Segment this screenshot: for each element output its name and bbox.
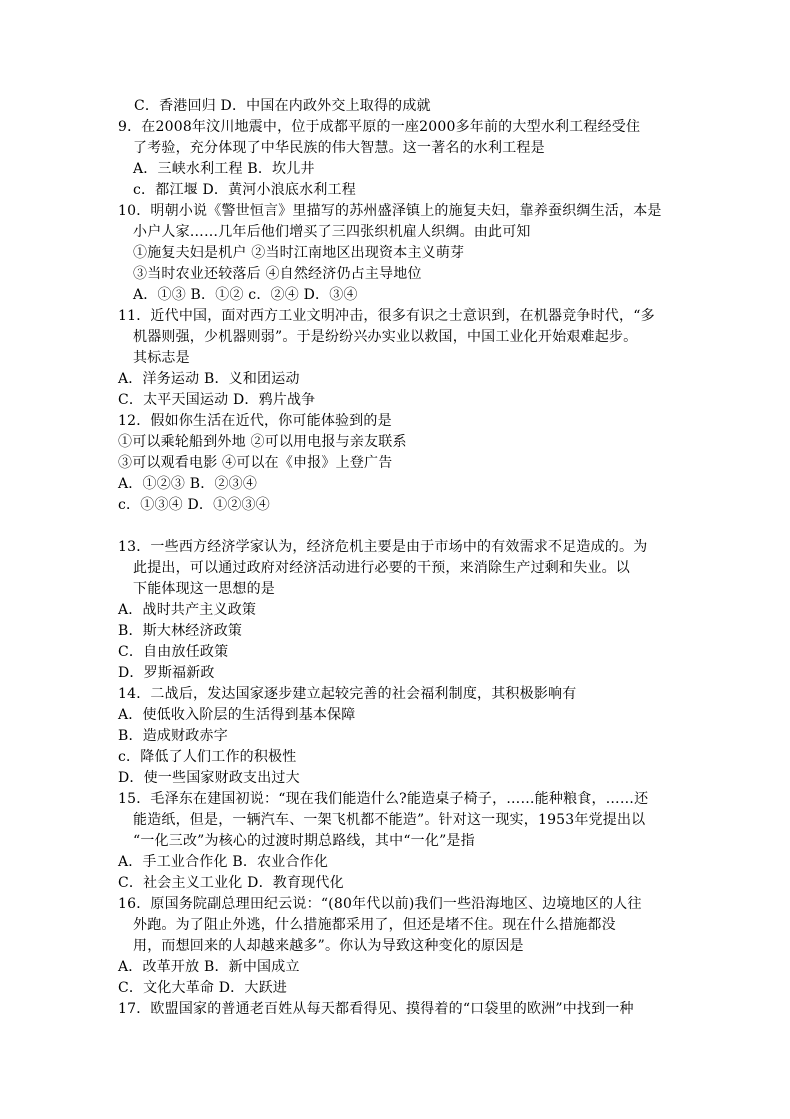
question-15-line: 15．毛泽东在建国初说：“现在我们能造什么?能造桌子椅子，……能种粮食，……还 [118, 791, 649, 807]
option-line: A．三峡水利工程 B．坎儿井 [133, 161, 315, 177]
text-line: ③当时农业还较落后 ④自然经济仍占主导地位 [133, 266, 422, 282]
text-line: 此提出，可以通过政府对经济活动进行必要的干预，来消除生产过剩和失业。以 [133, 560, 630, 576]
option-line: c．降低了人们工作的积极性 [118, 749, 297, 765]
option-line: A．①③ B．①② c．②④ D．③④ [133, 287, 358, 303]
option-line: D．使一些国家财政支出过大 [118, 770, 300, 786]
option-line: A．手工业合作化 B．农业合作化 [118, 854, 329, 870]
text-line: 用，而想回来的人却越来越多”。你认为导致这种变化的原因是 [133, 938, 524, 954]
option-line: A．洋务运动 B．义和团运动 [118, 371, 300, 387]
option-line: B．造成财政赤字 [118, 728, 228, 744]
text-line: 小户人家……几年后他们增买了三四张织机雇人织绸。由此可知 [133, 224, 531, 240]
question-16-line: 16．原国务院副总理田纪云说：“(80年代以前)我们一些沿海地区、边境地区的人往 [118, 896, 642, 912]
option-line: C．自由放任政策 [118, 644, 229, 660]
option-line: C．太平天国运动 D．鸦片战争 [118, 392, 316, 408]
option-line: A．使低收入阶层的生活得到基本保障 [118, 707, 356, 723]
option-line: A．①②③ B．②③④ [118, 476, 258, 492]
text-line: 其标志是 [133, 350, 190, 366]
text-line: 外跑。为了阻止外逃，什么措施都采用了，但还是堵不住。现在什么措施都没 [133, 917, 616, 933]
text-line: 机器则强，少机器则弱”。于是纷纷兴办实业以救国，中国工业化开始艰难起步。 [133, 329, 638, 345]
text-line: ③可以观看电影 ④可以在《申报》上登广告 [118, 455, 393, 471]
question-14-line: 14．二战后，发达国家逐步建立起较完善的社会福利制度，其积极影响有 [118, 686, 577, 702]
question-13-line: 13．一些西方经济学家认为，经济危机主要是由于市场中的有效需求不足造成的。为 [118, 539, 648, 555]
text-line: 下能体现这一思想的是 [133, 581, 275, 597]
option-line: A．战时共产主义政策 [118, 602, 257, 618]
option-line: c．①③④ D．①②③④ [118, 497, 270, 513]
question-12-line: 12．假如你生活在近代，你可能体验到的是 [118, 413, 392, 429]
question-10-line: 10．明朝小说《警世恒言》里描写的苏州盛泽镇上的施复夫妇，靠养蚕织绸生活，本是 [118, 203, 662, 219]
question-9-line: 9．在2008年汶川地震中，位于成都平原的一座2000多年前的大型水利工程经受住 [118, 119, 641, 135]
text-line: C．香港回归 D．中国在内政外交上取得的成就 [134, 98, 431, 114]
text-line: 能造纸，但是，一辆汽车、一架飞机都不能造”。针对这一现实，1953年党提出以 [133, 812, 646, 828]
text-line: ①可以乘轮船到外地 ②可以用电报与亲友联系 [118, 434, 407, 450]
text-line: 了考验，充分体现了中华民族的伟大智慧。这一著名的水利工程是 [133, 140, 545, 156]
option-line: c．都江堰 D．黄河小浪底水利工程 [133, 182, 356, 198]
text-line: “一化三改”为核心的过渡时期总路线，其中“一化”是指 [133, 833, 475, 849]
option-line: D．罗斯福新政 [118, 665, 215, 681]
option-line: C．社会主义工业化 D．教育现代化 [118, 875, 344, 891]
question-11-line: 11．近代中国，面对西方工业文明冲击，很多有识之士意识到，在机器竞争时代，“多 [118, 308, 655, 324]
text-line: ①施复夫妇是机户 ②当时江南地区出现资本主义萌芽 [133, 245, 465, 261]
option-line: B．斯大林经济政策 [118, 623, 243, 639]
option-line: A．改革开放 B．新中国成立 [118, 959, 300, 975]
question-17-line: 17．欧盟国家的普通老百姓从每天都看得见、摸得着的“口袋里的欧洲”中找到一种 [118, 1001, 634, 1017]
option-line: C．文化大革命 D．大跃进 [118, 980, 287, 996]
